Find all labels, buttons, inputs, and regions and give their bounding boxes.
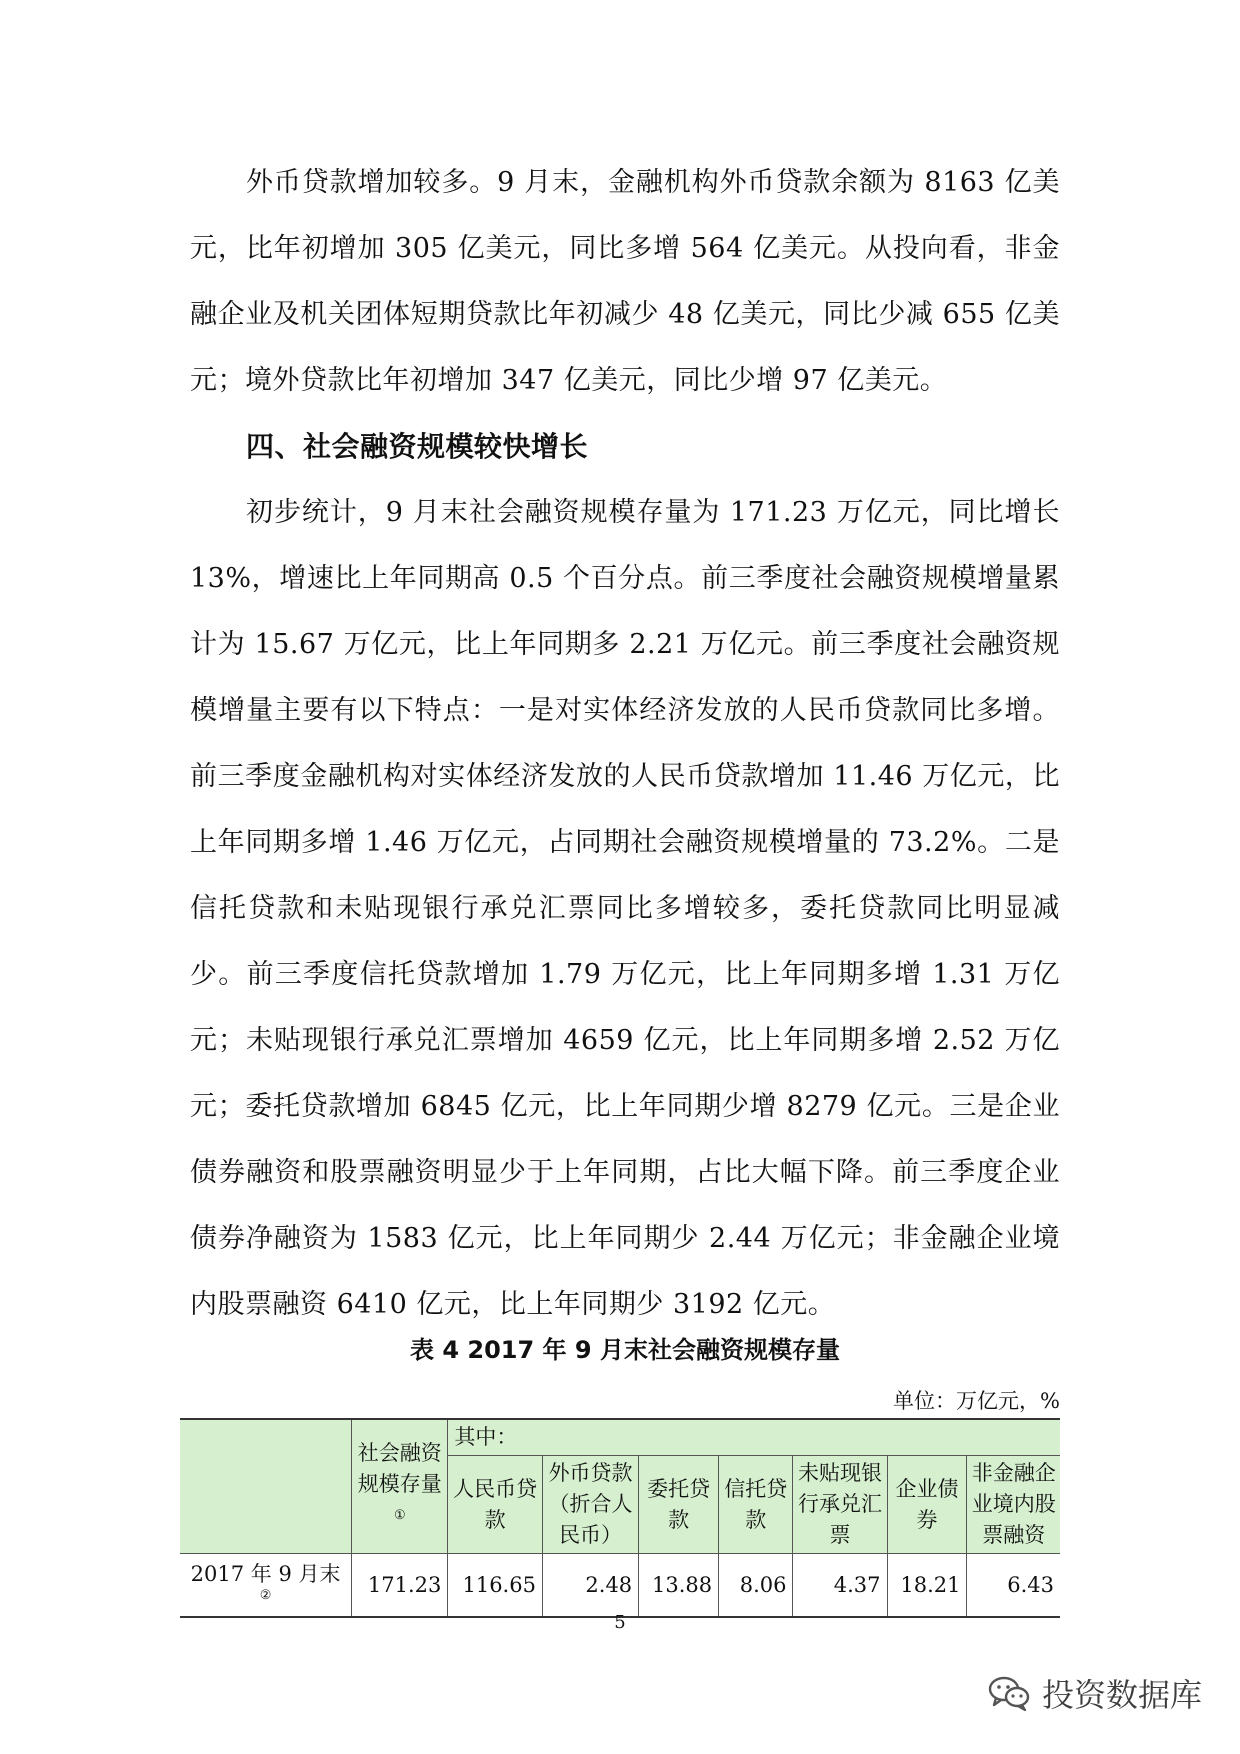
row-label: 2017 年 9 月末② <box>180 1554 352 1618</box>
header-total: 社会融资规模存量 ① <box>352 1419 448 1554</box>
header-bankers-acceptance: 未贴现银行承兑汇票 <box>793 1456 887 1554</box>
header-corporate-bonds: 企业债券 <box>887 1456 967 1554</box>
body-text <box>190 150 1060 1338</box>
header-entrusted-loans: 委托贷款 <box>639 1456 719 1554</box>
paragraph-social-financing: 初步统计，9 月末社会融资规模存量为 171.23 万亿元，同比增长 13%，增速比上年同期高 0.5 个百分点。前三季度社会融资规模增量累计为 15.67 万亿元，比上年同期多 2.21 万亿元。前三季度社会融资规模增量主要有以下特点：一是对实体经济发放的人民币贷款同比多增。前三季度金融机构对实体经济发放的人民币贷款增加 11.46 万亿元，比上年同期多增 1.46 万亿元，占同期社会融资规模增量的 73.2%。二是信托贷款和未贴现银行承兑汇票同比多增较多，委托贷款同比明显减少。前三季度信托贷款增加 1.79 万亿元，比上年同期多增 1.31 万亿元；未贴现银行承兑汇票增加 4659 亿元，比上年同期多增 2.52 万亿元；委托贷款增加 6845 亿元，比上年同期少增 8279 亿元。三是企业债券融资和股票融资明显少于上年同期，占比大幅下降。前三季度企业债券净融资为 1583 亿元，比上年同期少 2.44 万亿元；非金融企业境内股票融资 6410 亿元，比上年同期少 3192 亿元。 <box>190 497 1060 1320</box>
header-rmb-loans: 人民币贷款 <box>448 1456 543 1554</box>
cell-fx-loans: 2.48 <box>542 1554 638 1618</box>
section-heading: 四、社会融资规模较快增长 <box>246 430 589 463</box>
cell-trust-loans: 8.06 <box>719 1554 793 1618</box>
cell-bankers-acceptance: 4.37 <box>793 1554 887 1618</box>
paragraph-fx-loans: 外币贷款增加较多。9 月末，金融机构外币贷款余额为 8163 亿美元，比年初增加 305 亿美元，同比多增 564 亿美元。从投向看，非金融企业及机关团体短期贷款比年初减少 48 亿美元，同比少减 655 亿美元；境外贷款比年初增加 347 亿美元，同比少增 97 亿美元。 <box>190 167 1060 396</box>
header-equity-financing: 非金融企业境内股票融资 <box>967 1456 1060 1554</box>
header-of-which: 其中： <box>448 1419 1060 1456</box>
page-number: 5 <box>614 1612 626 1633</box>
header-fx-loans: 外币贷款（折合人民币） <box>542 1456 638 1554</box>
table-unit: 单位：万亿元，% <box>893 1389 1060 1413</box>
financing-stock-table <box>180 1418 1060 1618</box>
header-blank <box>180 1419 352 1554</box>
header-trust-loans: 信托贷款 <box>719 1456 793 1554</box>
wechat-icon <box>988 1675 1030 1711</box>
cell-corporate-bonds: 18.21 <box>887 1554 967 1618</box>
cell-equity-financing: 6.43 <box>967 1554 1060 1618</box>
cell-entrusted-loans: 13.88 <box>639 1554 719 1618</box>
cell-total: 171.23 <box>352 1554 448 1618</box>
table-row <box>180 1554 1060 1618</box>
cell-rmb-loans: 116.65 <box>448 1554 543 1618</box>
watermark <box>988 1670 1202 1716</box>
table-caption: 表 4 2017 年 9 月末社会融资规模存量 <box>410 1336 840 1364</box>
watermark-text: 投资数据库 <box>1041 1676 1202 1714</box>
